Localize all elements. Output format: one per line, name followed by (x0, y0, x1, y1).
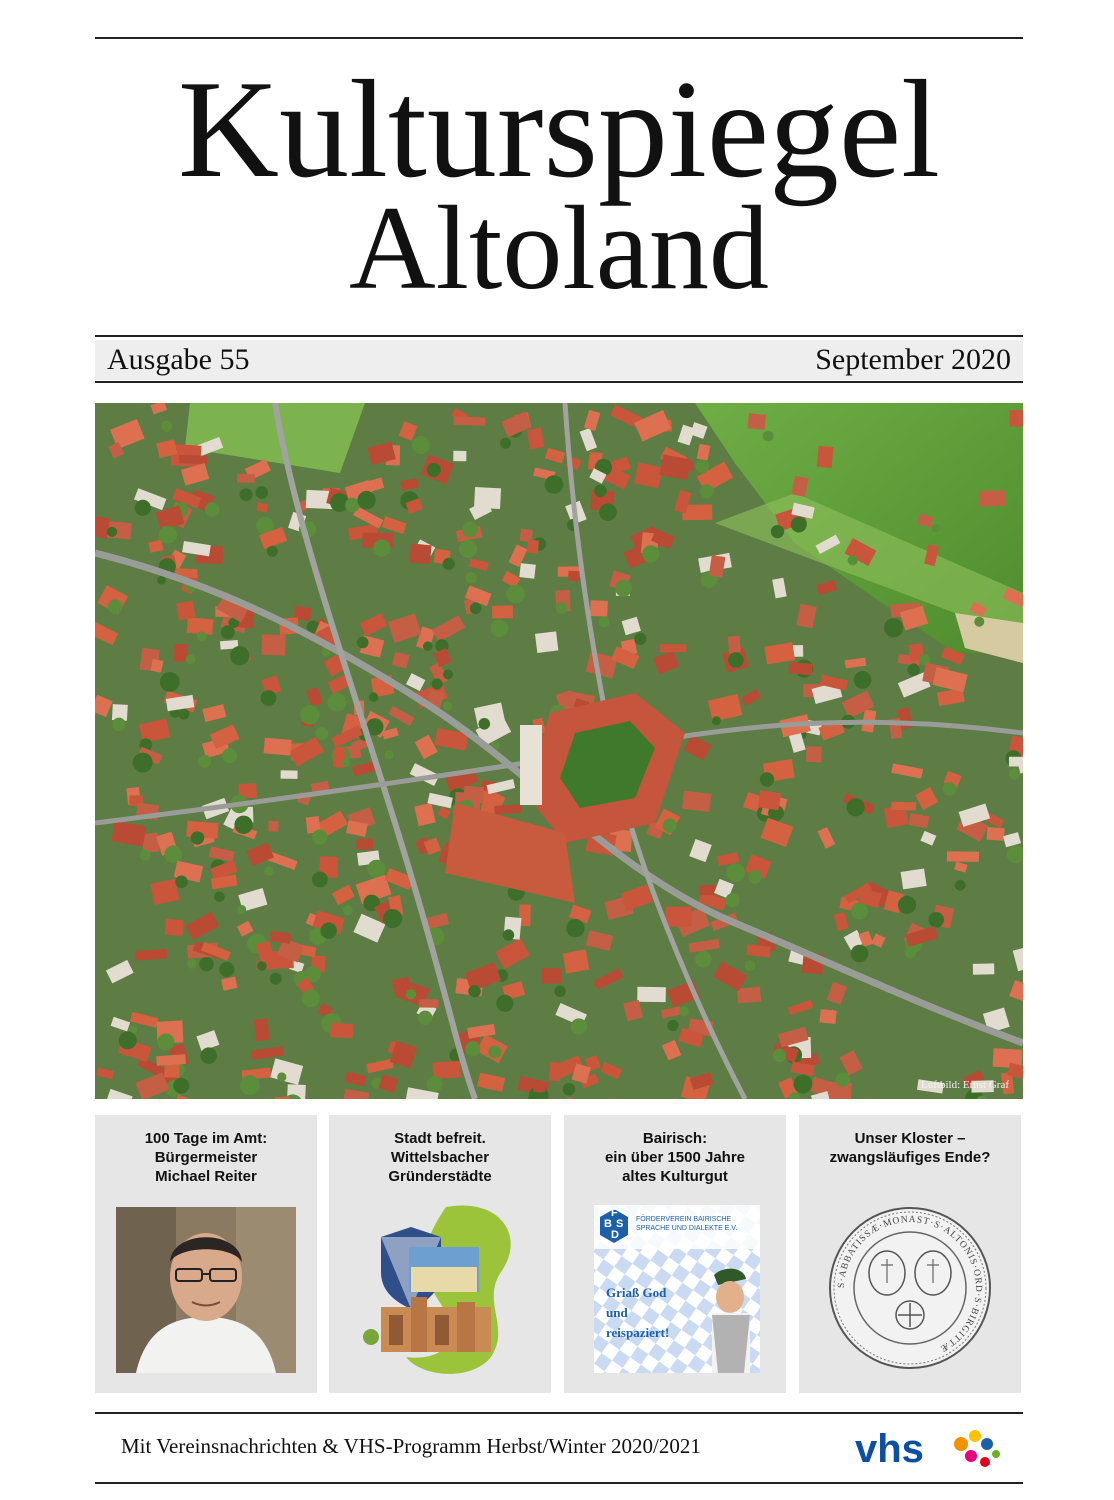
house-roof (419, 999, 438, 1008)
tree (300, 705, 320, 725)
tree (594, 485, 607, 498)
card-title-line: ein über 1500 Jahre (604, 1149, 746, 1166)
card-title-line: zwangsläufiges Ende? (829, 1149, 991, 1166)
house-roof (700, 885, 717, 895)
tree (663, 819, 677, 833)
card-title (337, 1129, 543, 1186)
feature-card-monastery[interactable] (799, 1115, 1021, 1393)
tree (214, 891, 225, 902)
tree (462, 522, 478, 538)
tree (197, 632, 207, 642)
issue-bar (95, 340, 1023, 380)
tree (191, 831, 204, 844)
tree (277, 1072, 286, 1081)
bottom-rule (95, 1482, 1023, 1484)
tree (357, 491, 375, 509)
feature-card-founding-towns[interactable] (329, 1115, 551, 1393)
tree (343, 905, 353, 915)
tree (679, 1006, 689, 1016)
house-roof (535, 631, 558, 653)
footer-text: Mit Vereinsnachrichten & VHS-Programm Herbst/Winter 2020/2021 (121, 1434, 701, 1458)
tree (187, 959, 197, 969)
card-title (103, 1129, 309, 1186)
tree (667, 1020, 678, 1031)
house-roof (156, 1054, 186, 1066)
house-roof (758, 790, 781, 810)
fbsd-logo-letter: S (616, 1218, 624, 1230)
tree (270, 973, 282, 985)
tree (503, 929, 514, 940)
tree (321, 923, 337, 939)
photo-credit: Luftbild: Ernst Graf (921, 1079, 1009, 1091)
tree (264, 866, 274, 876)
tree (1009, 768, 1021, 780)
issue-date: September 2020 (815, 343, 1011, 376)
tree (112, 718, 126, 732)
tree (745, 960, 756, 971)
tree (369, 692, 379, 702)
tree (240, 1075, 260, 1095)
card-title-line: Michael Reiter (155, 1168, 257, 1185)
house-roof (135, 949, 167, 961)
tree (748, 870, 762, 884)
tree (157, 1034, 174, 1051)
house-roof (164, 1064, 179, 1078)
tree (412, 436, 430, 454)
card-title (572, 1129, 778, 1186)
tree (230, 646, 249, 665)
tree (479, 718, 491, 730)
tree (907, 664, 919, 676)
tree (431, 679, 442, 690)
house-roof (494, 804, 521, 814)
tree (108, 599, 122, 613)
footer-banner (95, 1416, 1023, 1480)
feature-card-bavarian-dialect[interactable] (564, 1115, 786, 1393)
tree (615, 580, 632, 597)
house-roof (891, 802, 916, 811)
house-roof (261, 634, 285, 655)
tree (200, 1047, 217, 1064)
issue-bar-bottom-rule (95, 381, 1023, 383)
tree (186, 654, 196, 664)
card-title-line: Wittelsbacher (390, 1149, 490, 1166)
tree (198, 755, 211, 768)
tree (160, 672, 180, 692)
tree (488, 1045, 501, 1058)
tree (302, 989, 320, 1007)
tree (763, 431, 774, 442)
top-rule (95, 37, 1023, 39)
house-roof (979, 490, 1006, 507)
tree (373, 540, 390, 557)
tree (443, 669, 453, 679)
house-roof (264, 738, 292, 756)
house-roof (330, 1023, 354, 1039)
tree (848, 555, 858, 565)
tree (107, 527, 117, 537)
tree (728, 652, 744, 668)
vhs-logo-icon (853, 1422, 1003, 1476)
tree (418, 1011, 432, 1025)
house-roof (637, 987, 666, 1002)
issue-number: Ausgabe 55 (107, 343, 250, 376)
tree (315, 727, 328, 740)
tree (468, 985, 480, 997)
house-roof (817, 446, 834, 468)
tree (847, 798, 865, 816)
house-roof (527, 540, 539, 554)
house-roof (268, 821, 278, 832)
fbsd-logo-letter: B (604, 1218, 612, 1230)
tree (599, 503, 617, 521)
tree (491, 619, 509, 637)
house-roof (590, 600, 608, 616)
card-title-line: Bürgermeister (154, 1149, 258, 1166)
tree (634, 633, 646, 645)
house-roof (747, 413, 765, 430)
house-roof (176, 601, 196, 621)
house-roof (947, 851, 979, 862)
tree (700, 484, 714, 498)
tree (566, 919, 584, 937)
card-title (807, 1129, 1013, 1167)
tree (851, 945, 869, 963)
footer-top-rule (95, 1412, 1023, 1414)
tree (500, 438, 511, 449)
tree (496, 995, 513, 1012)
fbsd-poster-icon (594, 1205, 760, 1373)
tree (205, 502, 220, 517)
tree (712, 716, 721, 725)
house-roof (541, 968, 562, 983)
tree (695, 951, 712, 968)
tree (342, 759, 350, 767)
house-roof (519, 563, 535, 579)
tree (159, 526, 177, 544)
tree (726, 893, 740, 907)
house-roof (356, 839, 373, 850)
tree (556, 602, 568, 614)
poster-slogan-line: und (606, 1305, 628, 1320)
tree (443, 558, 455, 570)
tree (255, 486, 268, 499)
tree (426, 1076, 442, 1092)
tree (599, 617, 610, 628)
tree (219, 962, 234, 977)
tree (267, 546, 278, 557)
tree (470, 603, 482, 615)
house-roof (666, 906, 692, 926)
tree (854, 671, 872, 689)
cover-photo (95, 403, 1023, 1099)
tree (443, 702, 452, 711)
tree (943, 782, 957, 796)
house-roof (409, 543, 431, 564)
coat-of-arms-collage-icon (351, 1197, 531, 1377)
tree (928, 912, 944, 928)
house-roof (453, 416, 485, 426)
tree (726, 863, 745, 882)
house-roof (453, 451, 466, 461)
tree (199, 957, 213, 971)
poster-slogan-line: Griaß God (606, 1285, 667, 1300)
seal-inscription: S·ABBATISSÆ·MONAST·S·ALTONIS·ORD·S·BIRGITTÆ (836, 1214, 984, 1354)
tree (466, 572, 477, 583)
tree (133, 753, 153, 773)
tree (383, 909, 402, 928)
tree (161, 421, 172, 432)
tree (357, 637, 369, 649)
tree (427, 463, 441, 477)
house-roof (660, 644, 686, 652)
tree (164, 845, 182, 863)
tree (760, 772, 774, 786)
tree (261, 690, 277, 706)
tree (459, 540, 477, 558)
card-title-line: Stadt befreit. (394, 1130, 486, 1147)
card-title-line: Unser Kloster – (854, 1130, 966, 1147)
tree (385, 751, 394, 760)
tree (312, 872, 328, 888)
tree (884, 618, 903, 637)
tree (222, 748, 237, 763)
tree (175, 876, 188, 889)
card-title-line: Gründerstädte (388, 1168, 492, 1185)
tree (140, 850, 151, 861)
tree (955, 880, 966, 891)
card-title-line: altes Kulturgut (622, 1168, 728, 1185)
svg-text:vhs: vhs (855, 1427, 924, 1471)
house-roof (973, 963, 995, 974)
tree (773, 1049, 786, 1062)
house-roof (788, 662, 813, 675)
fbsd-logo-letter: D (611, 1229, 619, 1241)
house-roof (987, 827, 1005, 841)
tree (178, 709, 189, 720)
tree (119, 1031, 137, 1049)
house-roof (728, 636, 741, 654)
tree (312, 830, 327, 845)
house-roof (1010, 410, 1024, 426)
monastery-seal-icon (825, 1203, 995, 1373)
house-roof (179, 455, 208, 464)
tree (563, 1083, 576, 1096)
house-roof (682, 791, 712, 812)
tree (932, 524, 940, 532)
aerial-town-photo-icon (95, 403, 1023, 1099)
card-title-line: 100 Tage im Amt: (144, 1130, 268, 1147)
tree (851, 903, 868, 920)
tree (836, 1072, 851, 1087)
tree (545, 475, 564, 494)
tree (173, 1078, 189, 1094)
portrait-photo-icon (116, 1207, 296, 1373)
house-roof (165, 919, 184, 936)
tree (791, 517, 807, 533)
tree (642, 545, 659, 562)
tree (237, 905, 246, 914)
feature-card-mayor[interactable] (95, 1115, 317, 1393)
issue-bar-top-rule (95, 335, 1023, 337)
house-roof (901, 868, 927, 889)
tree (696, 459, 710, 473)
tree (506, 585, 525, 604)
tree (571, 1018, 587, 1034)
card-title-line: Bairisch: (642, 1130, 708, 1147)
house-roof (563, 949, 590, 973)
house-roof (492, 605, 513, 618)
tree (974, 617, 984, 627)
tree (234, 816, 252, 834)
house-roof (568, 571, 579, 581)
house-roof (549, 1062, 562, 1082)
masthead-title-line2: Altoland (349, 181, 769, 314)
tree (327, 693, 346, 712)
house-roof (237, 474, 255, 483)
tree (157, 576, 166, 585)
tree (794, 1075, 813, 1094)
tree (465, 1041, 480, 1056)
tree (898, 896, 916, 914)
masthead-title-line1: Kulturspiegel (177, 52, 941, 207)
tree (423, 641, 433, 651)
tree (554, 986, 566, 998)
house-roof (254, 1018, 270, 1041)
fbsd-logo-letter: F (611, 1207, 618, 1219)
fbsd-org-name: FÖRDERVEREIN BAIRISCHE SPRACHE UND DIALEKTE E.V. (636, 1216, 738, 1232)
tree (367, 860, 385, 878)
tree (905, 947, 916, 958)
tree (406, 989, 416, 999)
tree (257, 961, 267, 971)
tree (240, 488, 253, 501)
tree (771, 525, 784, 538)
tree (135, 500, 151, 516)
house-roof (281, 770, 298, 779)
house-roof (806, 746, 822, 762)
house-roof (737, 987, 761, 1004)
poster-slogan-line: reispaziert! (606, 1325, 670, 1340)
